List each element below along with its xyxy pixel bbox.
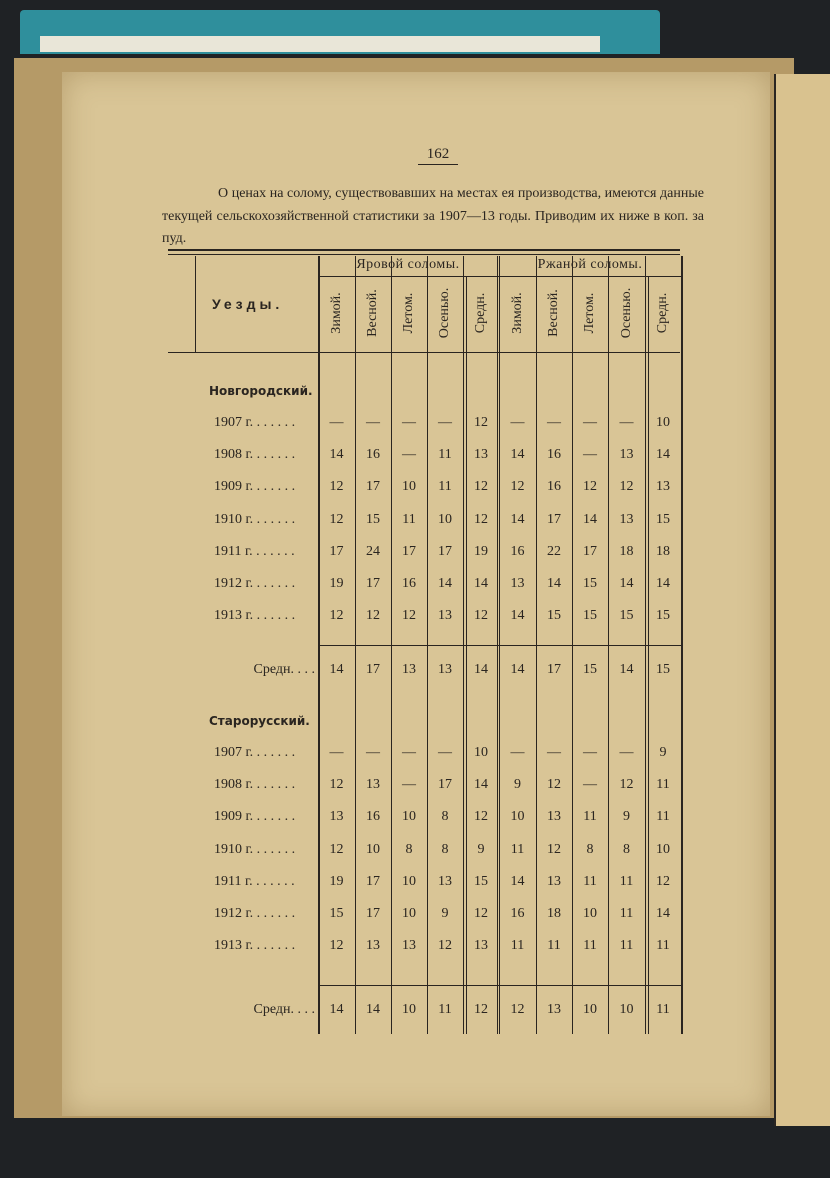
- table-cell: —: [329, 745, 344, 760]
- table-cell: —: [402, 415, 416, 430]
- page-number: 162: [418, 146, 458, 165]
- row-label: 1909 г. . . . . . .: [214, 809, 296, 825]
- table-cell: 17: [366, 906, 380, 921]
- average-cell: 12: [474, 1002, 488, 1017]
- table-cell: 13: [329, 809, 344, 825]
- table-cell: 14: [510, 873, 525, 889]
- average-rule: [318, 985, 681, 986]
- table-cell: —: [583, 447, 597, 463]
- table-cell: 11: [547, 938, 561, 954]
- table-cell: 13: [656, 479, 670, 495]
- table-cell: 11: [656, 777, 670, 793]
- table-cell: 12: [474, 608, 488, 624]
- table-cell: 15: [619, 608, 634, 624]
- table-cell: 24: [366, 543, 380, 559]
- table-cell: 10: [438, 511, 452, 527]
- header-bottom-rule: [168, 352, 680, 353]
- column-header: Средн.: [473, 292, 488, 334]
- column-header: Осенью.: [437, 287, 452, 339]
- table-cell: 14: [510, 447, 525, 463]
- average-rule: [318, 645, 681, 646]
- table-cell: 22: [547, 543, 561, 559]
- table-cell: —: [329, 415, 344, 430]
- table-cell: 14: [438, 576, 452, 591]
- table-cell: 10: [402, 873, 416, 889]
- table-cell: 9: [477, 841, 485, 857]
- row-label: 1912 г. . . . . . .: [214, 906, 296, 921]
- table-cell: 16: [510, 906, 525, 921]
- table-cell: 19: [329, 873, 344, 889]
- table-cell: 19: [329, 576, 344, 591]
- table-cell: 12: [583, 479, 597, 495]
- table-cell: 15: [656, 511, 670, 527]
- table-cell: 11: [510, 938, 525, 954]
- table-cell: 13: [510, 576, 525, 591]
- column-header: Летом.: [582, 292, 597, 334]
- table-cell: 14: [656, 576, 670, 591]
- table-cell: 11: [619, 873, 634, 889]
- table-cell: 10: [474, 745, 488, 760]
- average-cell: 14: [474, 662, 488, 677]
- table-cell: —: [510, 745, 525, 760]
- average-cell: 14: [329, 662, 344, 677]
- table-cell: 17: [438, 543, 452, 559]
- table-cell: 10: [402, 906, 416, 921]
- table-cell: 18: [547, 906, 561, 921]
- table-cell: 12: [438, 938, 452, 954]
- average-cell: 17: [366, 662, 380, 677]
- average-cell: 13: [402, 662, 416, 677]
- table-cell: 14: [656, 906, 670, 921]
- table-cell: —: [366, 745, 380, 760]
- average-cell: 14: [510, 662, 525, 677]
- row-label: 1908 г. . . . . . .: [214, 447, 296, 463]
- table-cell: 12: [329, 511, 344, 527]
- table-cell: 15: [583, 608, 597, 624]
- table-cell: 12: [656, 873, 670, 889]
- table-cell: 14: [329, 447, 344, 463]
- table-cell: 14: [547, 576, 561, 591]
- average-cell: 14: [366, 1002, 380, 1017]
- table-cell: —: [366, 415, 380, 430]
- average-cell: 15: [583, 662, 597, 677]
- table-cell: 10: [366, 841, 380, 857]
- table-cell: —: [402, 745, 416, 760]
- row-label: 1910 г. . . . . . .: [214, 511, 296, 527]
- row-label: 1913 г. . . . . . .: [214, 938, 296, 954]
- row-label: 1911 г. . . . . . .: [214, 543, 295, 559]
- table-cell: 13: [474, 938, 488, 954]
- average-cell: 14: [329, 1002, 344, 1017]
- table-cell: 12: [474, 906, 488, 921]
- table-cell: 10: [402, 809, 416, 825]
- table-cell: 12: [329, 777, 344, 793]
- row-label: 1909 г. . . . . . .: [214, 479, 296, 495]
- table-cell: —: [619, 415, 634, 430]
- table-cell: 12: [366, 608, 380, 624]
- table-cell: 12: [474, 809, 488, 825]
- column-header: Зимой.: [328, 292, 344, 334]
- table-cell: 14: [656, 447, 670, 463]
- table-cell: 12: [329, 479, 344, 495]
- table-cell: —: [402, 447, 416, 463]
- row-label: 1911 г. . . . . . .: [214, 873, 295, 889]
- table-cell: 11: [619, 938, 634, 954]
- table-cell: 14: [474, 576, 488, 591]
- table-cell: —: [619, 745, 634, 760]
- table-cell: 11: [402, 511, 416, 527]
- average-cell: 12: [510, 1002, 525, 1017]
- table-cell: 13: [547, 809, 561, 825]
- table-cell: 18: [619, 543, 634, 559]
- row-label: 1907 г. . . . . . .: [214, 745, 296, 760]
- table-top-rule: [168, 249, 680, 251]
- group-header-spring-straw: Яровой соломы.: [356, 257, 460, 272]
- table-cell: 9: [623, 809, 630, 825]
- average-label: Средн. . . .: [253, 1002, 315, 1017]
- table-cell: 11: [583, 938, 597, 954]
- table-cell: 16: [510, 543, 525, 559]
- group-header-rye-straw: Ржаной соломы.: [537, 257, 643, 272]
- table-cell: —: [547, 745, 561, 760]
- column-header: Весной.: [365, 289, 380, 337]
- table-cell: 11: [619, 906, 634, 921]
- table-cell: 13: [547, 873, 561, 889]
- row-label: 1913 г. . . . . . .: [214, 608, 296, 624]
- column-header: Летом.: [401, 292, 416, 334]
- table-cell: 10: [656, 415, 670, 430]
- table-cell: 8: [623, 841, 630, 857]
- table-cell: —: [438, 415, 452, 430]
- table-cell: 12: [474, 415, 488, 430]
- table-cell: 16: [547, 447, 561, 463]
- row-label: 1912 г. . . . . . .: [214, 576, 296, 591]
- table-cell: 12: [510, 479, 525, 495]
- table-cell: 12: [329, 841, 344, 857]
- table-top-rule-thin: [168, 254, 680, 255]
- column-header: Средн.: [655, 292, 670, 334]
- table-cell: 15: [583, 576, 597, 591]
- table-cell: —: [510, 415, 525, 430]
- table-cell: —: [438, 745, 452, 760]
- table-cell: 10: [402, 479, 416, 495]
- table-cell: 13: [402, 938, 416, 954]
- average-cell: 13: [547, 1002, 561, 1017]
- table-cell: 17: [329, 543, 344, 559]
- table-cell: 10: [656, 841, 670, 857]
- table-cell: 12: [547, 841, 561, 857]
- average-cell: 10: [583, 1002, 597, 1017]
- average-cell: 11: [656, 1002, 670, 1017]
- table-cell: 15: [329, 906, 344, 921]
- column-header: Осенью.: [618, 287, 634, 339]
- average-label: Средн. . . .: [253, 662, 315, 677]
- table-cell: 13: [619, 447, 634, 463]
- table-cell: 17: [438, 777, 452, 793]
- page-stack-edge: [40, 36, 600, 52]
- row-label: 1908 г. . . . . . .: [214, 777, 296, 793]
- average-cell: 10: [619, 1002, 634, 1017]
- table-cell: 11: [583, 873, 597, 889]
- row-label: 1910 г. . . . . . .: [214, 841, 296, 857]
- table-cell: 14: [510, 608, 525, 624]
- section-title: Новгородский.: [209, 384, 313, 398]
- table-cell: 13: [474, 447, 488, 463]
- table-cell: 16: [547, 479, 561, 495]
- table-cell: 13: [619, 511, 634, 527]
- table-cell: 8: [441, 809, 449, 825]
- table-cell: 12: [402, 608, 416, 624]
- column-header: Весной.: [546, 289, 561, 337]
- table-cell: 9: [659, 745, 667, 760]
- table-cell: 17: [366, 479, 380, 495]
- table-cell: 14: [474, 777, 488, 793]
- table-cell: 12: [329, 938, 344, 954]
- table-cell: 12: [619, 777, 634, 793]
- table-cell: 13: [438, 608, 452, 624]
- facing-page: [774, 74, 830, 1126]
- average-cell: 11: [438, 1002, 452, 1017]
- table-cell: 14: [619, 576, 634, 591]
- table-cell: —: [402, 777, 416, 793]
- table-cell: —: [583, 745, 597, 760]
- table-cell: 8: [441, 841, 449, 857]
- table-cell: 17: [366, 873, 380, 889]
- table-cell: 9: [441, 906, 449, 921]
- table-cell: 16: [366, 809, 380, 825]
- table-cell: 10: [510, 809, 525, 825]
- table-cell: 18: [656, 543, 670, 559]
- table-cell: 9: [514, 777, 521, 793]
- table-cell: —: [583, 415, 597, 430]
- table-cell: —: [583, 777, 597, 793]
- table-cell: 11: [583, 809, 597, 825]
- row-label: 1907 г. . . . . . .: [214, 415, 296, 430]
- table-cell: 16: [366, 447, 380, 463]
- table-cell: 15: [547, 608, 561, 624]
- table-cell: 12: [474, 479, 488, 495]
- table-cell: 17: [583, 543, 597, 559]
- average-cell: 15: [656, 662, 670, 677]
- table-cell: 11: [438, 479, 452, 495]
- table-cell: 13: [438, 873, 452, 889]
- column-rule: [681, 256, 683, 1034]
- table-cell: 8: [586, 841, 594, 857]
- table-cell: 15: [474, 873, 488, 889]
- table-cell: 11: [656, 938, 670, 954]
- table-cell: 11: [438, 447, 452, 463]
- table-cell: 12: [547, 777, 561, 793]
- table-cell: 16: [402, 576, 416, 591]
- stub-left-rule: [195, 256, 196, 352]
- average-cell: 13: [438, 662, 452, 677]
- table-cell: 17: [547, 511, 561, 527]
- table-cell: —: [547, 415, 561, 430]
- table-cell: 12: [619, 479, 634, 495]
- table-cell: 14: [510, 511, 525, 527]
- column-header: Зимой.: [509, 292, 525, 334]
- table-cell: 11: [510, 841, 525, 857]
- section-title: Старорусский.: [209, 714, 310, 728]
- table-cell: 10: [583, 906, 597, 921]
- table-cell: 12: [474, 511, 488, 527]
- table-cell: 12: [329, 608, 344, 624]
- stub-header: Уезды.: [212, 296, 284, 312]
- average-cell: 17: [547, 662, 561, 677]
- table-cell: 15: [366, 511, 380, 527]
- table-cell: 17: [366, 576, 380, 591]
- table-cell: 13: [366, 938, 380, 954]
- average-cell: 10: [402, 1002, 416, 1017]
- average-cell: 14: [619, 662, 634, 677]
- table-cell: 11: [656, 809, 670, 825]
- table-cell: 8: [405, 841, 413, 857]
- table-cell: 14: [583, 511, 597, 527]
- intro-paragraph: О ценах на солому, существовавших на местах ея производства, имеются данные текущей сельскохозяйственной статистики за 1907—13 годы. Приводим их ниже в коп. за пуд.: [162, 186, 704, 246]
- table-cell: 15: [656, 608, 670, 624]
- table-cell: 19: [474, 543, 488, 559]
- table-cell: 17: [402, 543, 416, 559]
- table-cell: 13: [366, 777, 380, 793]
